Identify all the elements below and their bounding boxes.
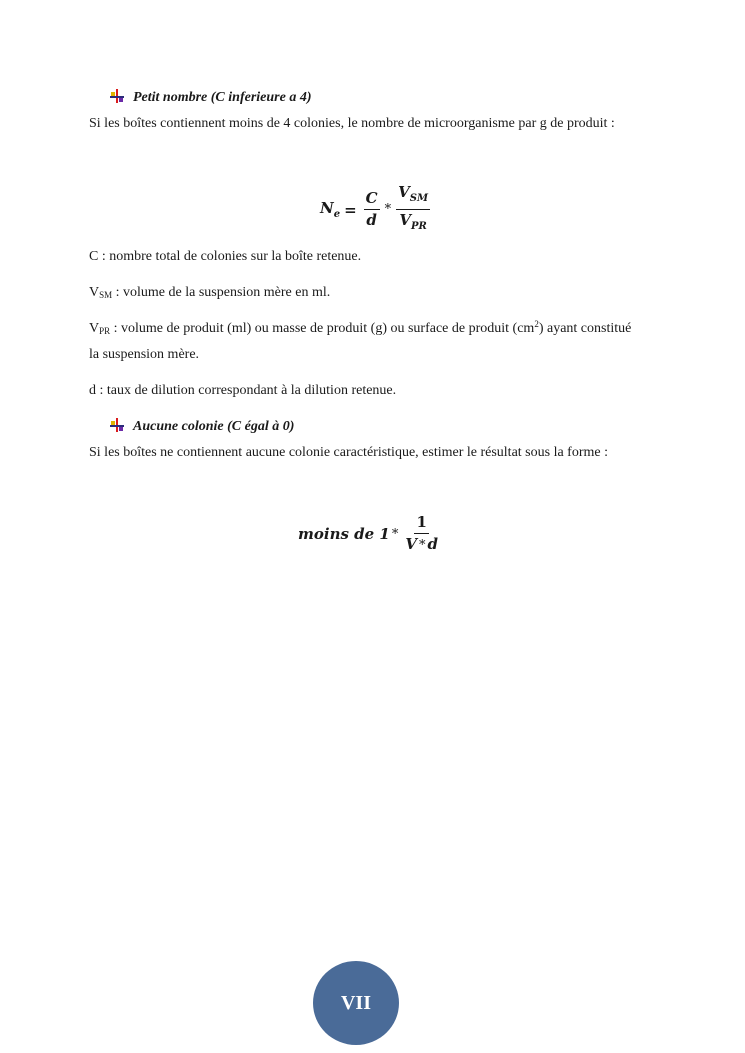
formula-ne [320, 184, 433, 235]
multiply-sign: * [384, 202, 392, 217]
heading-text: Petit nombre (C inferieure a 4) [133, 90, 312, 105]
fraction-vsm-over-vpr: $\frac{V_{SM}}{V_{PR}}$ [398, 183, 429, 232]
section-heading-aucune-colonie [110, 418, 294, 436]
fraction-one-over-vd: $\frac{1}{V * d}$ [405, 513, 438, 553]
formula-lhs: $N_e$ [320, 199, 341, 220]
definition-c: C : nombre total de colonies sur la boîte retenue. [89, 249, 362, 264]
fraction-c-over-d: $\frac{C}{d}$ [365, 189, 378, 229]
definition-vpr: $V_{PR}$ : volume de produit (ml) ou masse de produit (g) ou surface de produit $(cm^2)$ ayant constitué [89, 319, 632, 336]
bullet-icon [110, 418, 124, 432]
paragraph-intro-1: Si les boîtes contiennent moins de 4 colonies, le nombre de microorganisme par g de produit : [89, 116, 615, 131]
formula-lead: moins de 1 [298, 525, 390, 543]
definition-vpr-continued: la suspension mère. [89, 347, 200, 362]
formula-moins-de [298, 514, 443, 554]
multiply-sign: * [391, 526, 399, 542]
equals-sign: = [344, 200, 357, 219]
section-heading-petit-nombre [110, 89, 312, 107]
definition-d: d : taux de dilution correspondant à la dilution retenue. [89, 383, 397, 398]
heading-text: Aucune colonie (C égal à 0) [133, 419, 295, 434]
definition-vsm: $V_{SM}$ : volume de la suspension mère en ml. [89, 285, 331, 300]
bullet-icon [110, 89, 124, 103]
paragraph-intro-2: Si les boîtes ne contiennent aucune colonie caractéristique, estimer le résultat sous la forme : [89, 445, 608, 460]
page-number-badge [313, 961, 399, 1045]
page-number: VII [340, 991, 371, 1014]
